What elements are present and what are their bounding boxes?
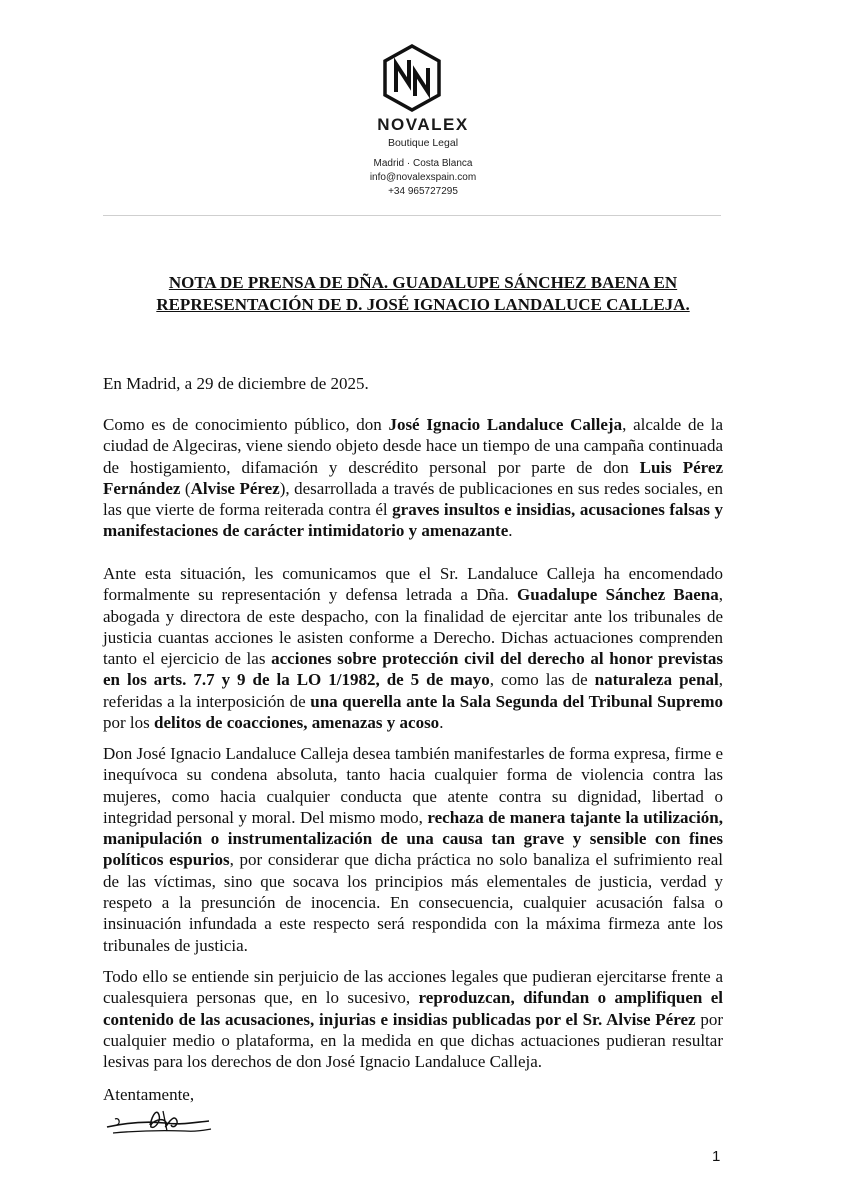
p1-bold-4: graves insultos e insidias, acusaciones falsas y manifestaciones de carácter intimidatorio y amenazante bbox=[103, 500, 723, 541]
document-title bbox=[100, 272, 746, 316]
p2-bold-4: una querella ante la Sala Segunda del Tribunal Supremo bbox=[310, 691, 723, 711]
paragraph-2 bbox=[103, 563, 723, 733]
p2-text-3: , como las de bbox=[489, 670, 595, 690]
p4-text-2: por cualquier medio o plataforma, en la medida en que dichas actuaciones pudieran resultar lesivas para los derechos de don José Ignacio Landaluce Calleja. bbox=[103, 1009, 723, 1072]
paragraph-1 bbox=[103, 414, 723, 542]
title-line-1: NOTA DE PRENSA DE DÑA. GUADALUPE SÁNCHEZ BAENA EN bbox=[168, 273, 678, 292]
p3-text-1: Don José Ignacio Landaluce Calleja desea también manifestarles de forma expresa, firme e inequívoca su condena absoluta, tanto hacia cualquier forma de violencia contra las mujeres, como hacia cualquier conducta que atente contra su dignidad, libertad o integridad personal y moral. Del mismo modo, bbox=[103, 744, 723, 827]
office-locations: Madrid · Costa Blanca bbox=[373, 158, 473, 169]
p1-text-1: Como es de conocimiento público, don bbox=[103, 415, 389, 434]
p1-bold-2: Luis Pérez Fernández bbox=[103, 457, 723, 498]
p2-bold-3: naturaleza penal bbox=[594, 670, 719, 690]
paragraph-3 bbox=[103, 743, 723, 956]
p2-bold-1: Guadalupe Sánchez Baena bbox=[517, 585, 719, 605]
p3-text-2: , por considerar que dicha práctica no solo banaliza el sufrimiento real de las víctimas, sino que socava los principios más elementales de justicia, verdad y respeto a la presunción de inocencia. En consecuencia, cualquier acusación falsa o insinuación infundada a este respecto será respondida con la máxima firmeza ante los tribunales de justicia. bbox=[103, 850, 723, 955]
p2-text-6: . bbox=[439, 713, 444, 733]
p2-text-5: por los bbox=[103, 713, 154, 733]
p3-bold-1: rechaza de manera tajante la utilización, manipulación o instrumentalización de una causa tan grave y sensible con fines políticos espurios bbox=[103, 807, 724, 870]
brand-name: NOVALEX bbox=[377, 115, 469, 134]
p4-bold-1: reproduzcan, difundan o amplifiquen el contenido de las acusaciones, injurias e insidias publicadas por el Sr. Alvise Pérez bbox=[103, 988, 724, 1029]
p4-text-1: Todo ello se entiende sin perjuicio de las acciones legales que pudieran ejercitarse frente a cualesquiera personas que, en lo sucesivo, bbox=[103, 967, 723, 1008]
p1-text-4: ), desarrollada a través de publicaciones en sus redes sociales, en las que vierte de forma reiterada contra él bbox=[103, 478, 723, 520]
page-number: 1 bbox=[712, 1148, 721, 1165]
novalex-logo-icon bbox=[382, 44, 442, 112]
p1-bold-3: Alvise Pérez bbox=[190, 478, 280, 498]
brand-tagline: Boutique Legal bbox=[387, 137, 459, 149]
title-line-2: REPRESENTACIÓN DE D. JOSÉ IGNACIO LANDALUCE CALLEJA. bbox=[156, 295, 690, 314]
p1-text-5: . bbox=[508, 521, 513, 541]
p2-text-2: , abogada y directora de este despacho, con la finalidad de ejercitar ante los tribunales de justicia cuantas acciones le asisten conforme a Derecho. Dichas actuaciones comprenden tanto el ejercicio de las bbox=[103, 585, 723, 669]
p2-text-4: , referidas a la interposición de bbox=[103, 670, 723, 711]
p2-bold-5: delitos de coacciones, amenazas y acoso bbox=[154, 713, 440, 733]
contact-phone: +34 965727295 bbox=[388, 186, 458, 197]
date-line: En Madrid, a 29 de diciembre de 2025. bbox=[103, 374, 369, 393]
p1-bold-1: José Ignacio Landaluce Calleja bbox=[388, 415, 623, 434]
p1-text-3: ( bbox=[180, 478, 191, 498]
header-divider bbox=[103, 215, 721, 216]
p2-bold-2: acciones sobre protección civil del derecho al honor previstas en los arts. 7.7 y 9 de la LO 1/1982, de 5 de mayo bbox=[103, 649, 723, 690]
paragraph-4 bbox=[103, 966, 723, 1072]
contact-email: info@novalexspain.com bbox=[369, 172, 477, 183]
closing-salutation: Atentamente, bbox=[103, 1085, 195, 1104]
signature-icon bbox=[105, 1103, 215, 1139]
p1-text-2: , alcalde de la ciudad de Algeciras, viene siendo objeto desde hace un tiempo de una campaña continuada de hostigamiento, difamación y descrédito personal por parte de don bbox=[103, 415, 723, 477]
p2-text-1: Ante esta situación, les comunicamos que el Sr. Landaluce Calleja ha encomendado formalmente su representación y defensa letrada a Dña. bbox=[103, 564, 723, 605]
